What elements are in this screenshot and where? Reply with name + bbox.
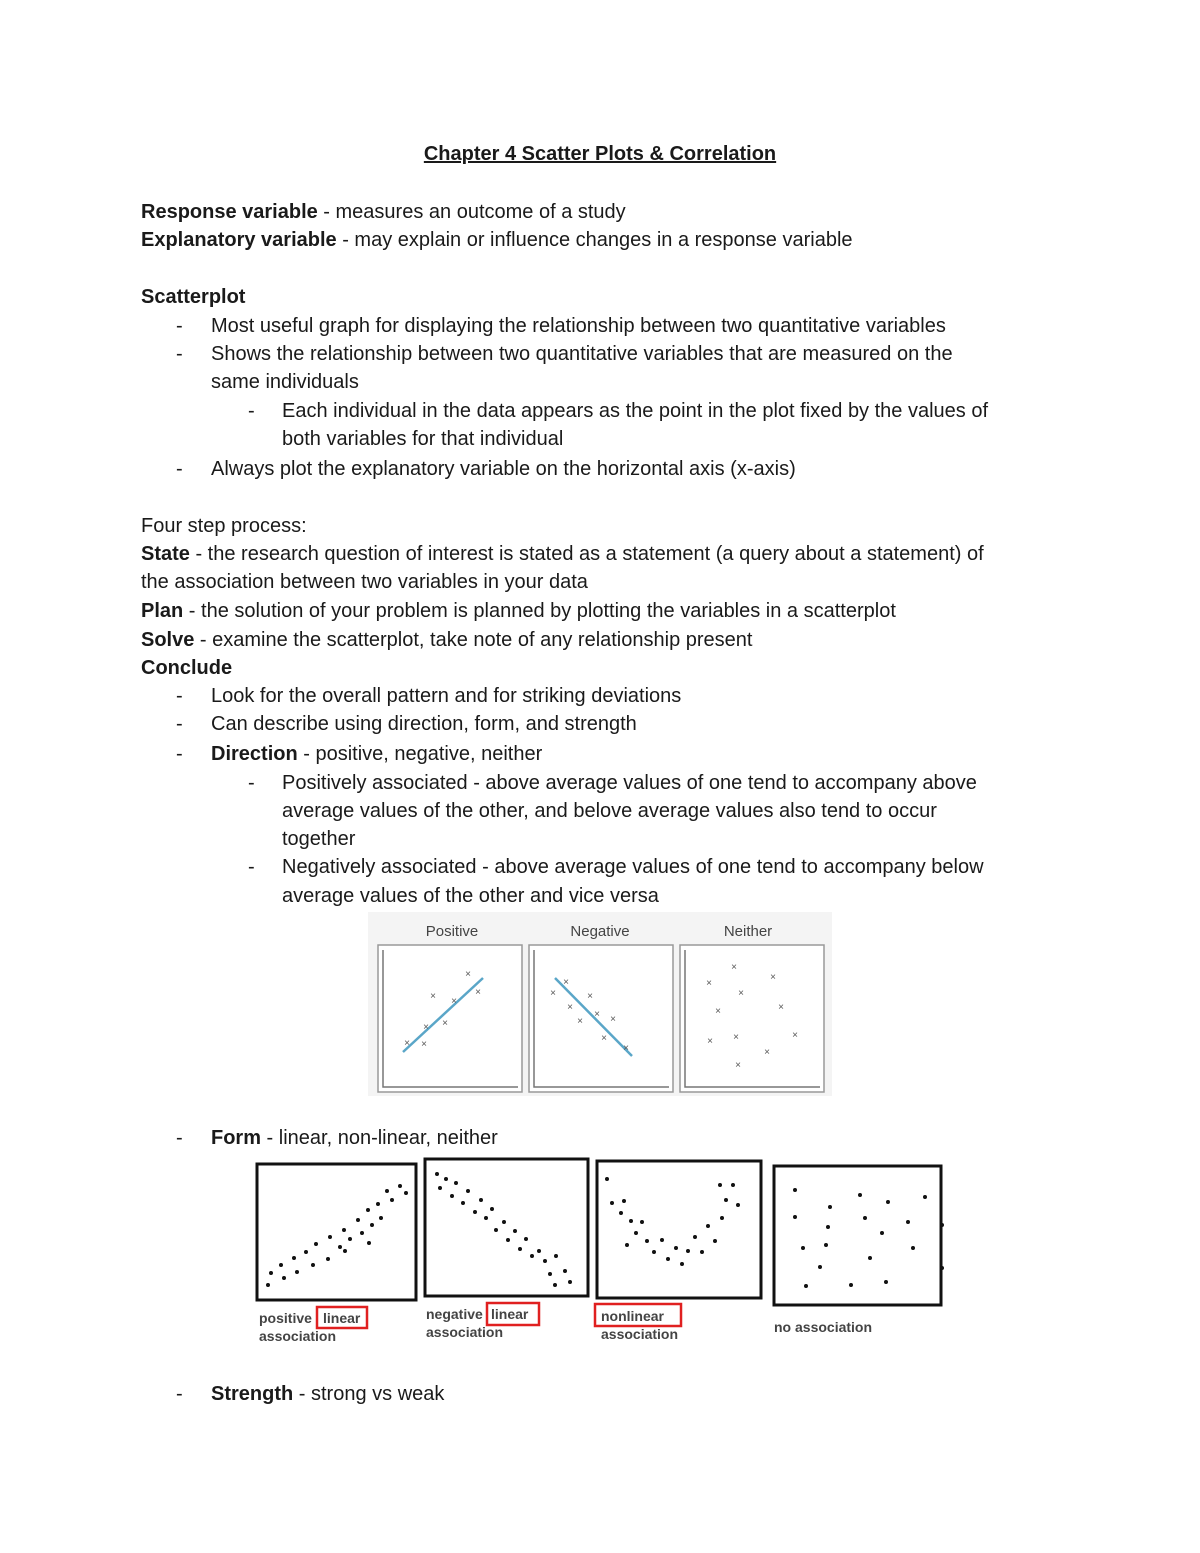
data-point <box>863 1216 867 1220</box>
data-point <box>826 1225 830 1229</box>
data-point <box>343 1249 347 1253</box>
data-point <box>379 1216 383 1220</box>
step-conclude: Conclude <box>141 657 233 679</box>
data-point <box>279 1263 283 1267</box>
form-bullet: Form - linear, non-linear, neither <box>211 1127 498 1149</box>
scatterplot-heading: Scatterplot <box>141 286 246 308</box>
data-point: × <box>733 1032 739 1043</box>
bullet-text: same individuals <box>211 371 359 393</box>
data-point <box>801 1246 805 1250</box>
data-point <box>736 1203 740 1207</box>
data-point: × <box>764 1047 770 1058</box>
sub-bullet-text: together <box>282 828 356 850</box>
positive-label: Positive <box>425 923 479 940</box>
sub-bullet-text: average values of the other, and belove average values also tend to occur <box>282 800 937 822</box>
data-point: × <box>475 987 481 998</box>
data-point: × <box>594 1009 600 1020</box>
bullet-dash: - <box>176 743 183 765</box>
data-point <box>370 1223 374 1227</box>
data-point <box>645 1239 649 1243</box>
data-point: × <box>601 1033 607 1044</box>
direction-figure <box>368 912 832 1096</box>
data-point <box>686 1249 690 1253</box>
data-point: × <box>577 1016 583 1027</box>
data-point <box>629 1219 633 1223</box>
data-point <box>720 1216 724 1220</box>
data-point: × <box>587 991 593 1002</box>
form-figure <box>250 1155 950 1350</box>
data-point: × <box>421 1039 427 1050</box>
bullet-text: Shows the relationship between two quantitative variables that are measured on the <box>211 343 953 365</box>
step-plan: Plan - the solution of your problem is planned by plotting the variables in a scatterplot <box>141 600 896 622</box>
data-point <box>923 1195 927 1199</box>
data-point: × <box>423 1022 429 1033</box>
data-point <box>502 1220 506 1224</box>
data-point: × <box>738 988 744 999</box>
data-point <box>605 1177 609 1181</box>
data-point <box>454 1181 458 1185</box>
data-point <box>438 1186 442 1190</box>
sub-bullet-text: average values of the other and vice versa <box>282 885 659 907</box>
strength-bullet: Strength - strong vs weak <box>211 1383 445 1405</box>
negative-label: Negative <box>570 923 630 940</box>
data-point <box>911 1246 915 1250</box>
bullet-dash: - <box>176 315 183 337</box>
neither-panel <box>680 945 824 1092</box>
data-point: × <box>706 978 712 989</box>
data-point <box>706 1224 710 1228</box>
data-point <box>490 1207 494 1211</box>
caption-positive: positive <box>259 1310 312 1326</box>
data-point <box>444 1177 448 1181</box>
data-point <box>625 1243 629 1247</box>
data-point: × <box>465 969 471 980</box>
process-intro: Four step process: <box>141 515 307 537</box>
sub-bullet-text: Each individual in the data appears as the point in the plot fixed by the values of <box>282 400 989 422</box>
data-point: × <box>731 962 737 973</box>
bullet-dash: - <box>248 772 255 794</box>
data-point <box>640 1220 644 1224</box>
data-point <box>818 1265 822 1269</box>
data-point <box>824 1243 828 1247</box>
bullet-dash: - <box>176 1127 183 1149</box>
definition-response: Response variable - measures an outcome of a study <box>141 201 626 223</box>
data-point <box>674 1246 678 1250</box>
step-solve: Solve - examine the scatterplot, take note of any relationship present <box>141 629 753 651</box>
data-point <box>494 1228 498 1232</box>
nonlinear-panel <box>597 1161 761 1298</box>
data-point <box>804 1284 808 1288</box>
data-point <box>666 1257 670 1261</box>
data-point <box>553 1283 557 1287</box>
data-point <box>473 1210 477 1214</box>
data-point <box>680 1262 684 1266</box>
data-point: × <box>404 1038 410 1049</box>
caption-association: association <box>259 1328 337 1344</box>
data-point <box>554 1254 558 1258</box>
data-point: × <box>735 1060 741 1071</box>
data-point <box>404 1191 408 1195</box>
data-point <box>530 1254 534 1258</box>
data-point <box>543 1259 547 1263</box>
data-point <box>563 1269 567 1273</box>
data-point <box>292 1256 296 1260</box>
data-point <box>376 1202 380 1206</box>
neither-label: Neither <box>723 923 773 940</box>
data-point <box>398 1184 402 1188</box>
data-point <box>282 1276 286 1280</box>
data-point <box>513 1229 517 1233</box>
data-point <box>537 1249 541 1253</box>
data-point <box>828 1205 832 1209</box>
data-point <box>367 1241 371 1245</box>
data-point <box>450 1194 454 1198</box>
data-point <box>435 1172 439 1176</box>
data-point <box>713 1239 717 1243</box>
data-point <box>366 1208 370 1212</box>
sub-bullet-text: both variables for that individual <box>282 428 564 450</box>
data-point <box>880 1231 884 1235</box>
data-point <box>342 1228 346 1232</box>
data-point <box>940 1223 944 1227</box>
data-point <box>849 1283 853 1287</box>
data-point <box>338 1245 342 1249</box>
data-point <box>461 1201 465 1205</box>
sub-bullet-text: Positively associated - above average values of one tend to accompany above <box>282 772 977 794</box>
data-point <box>304 1250 308 1254</box>
data-point <box>693 1235 697 1239</box>
data-point <box>390 1198 394 1202</box>
positive-panel <box>378 945 522 1092</box>
data-point <box>326 1257 330 1261</box>
data-point <box>906 1220 910 1224</box>
page-title: Chapter 4 Scatter Plots & Correlation <box>423 143 777 165</box>
data-point: × <box>550 988 556 999</box>
direction-bullet: Direction - positive, negative, neither <box>211 743 543 765</box>
step-state: State - the research question of interest is stated as a statement (a query about a statement) of <box>141 543 984 565</box>
data-point: × <box>770 972 776 983</box>
data-point: × <box>792 1030 798 1041</box>
data-point: × <box>563 977 569 988</box>
data-point <box>940 1266 944 1270</box>
caption-negative: negative <box>426 1306 483 1322</box>
data-point <box>622 1199 626 1203</box>
data-point <box>356 1218 360 1222</box>
data-point: × <box>567 1002 573 1013</box>
data-point <box>793 1188 797 1192</box>
data-point: × <box>430 991 436 1002</box>
data-point <box>793 1215 797 1219</box>
bullet-dash: - <box>176 713 183 735</box>
data-point <box>348 1237 352 1241</box>
data-point: × <box>715 1006 721 1017</box>
caption-nonlinear: nonlinear <box>601 1308 665 1324</box>
bullet-dash: - <box>176 458 183 480</box>
no-association-panel <box>774 1166 941 1305</box>
negative-panel <box>529 945 673 1092</box>
data-point <box>568 1280 572 1284</box>
step-state-cont: the association between two variables in your data <box>141 571 588 593</box>
caption-linear: linear <box>323 1310 361 1326</box>
data-point <box>652 1250 656 1254</box>
definition-explanatory: Explanatory variable - may explain or influence changes in a response variable <box>141 229 853 251</box>
data-point <box>718 1183 722 1187</box>
data-point <box>731 1183 735 1187</box>
data-point <box>266 1283 270 1287</box>
data-point <box>385 1189 389 1193</box>
data-point: × <box>451 996 457 1007</box>
data-point <box>858 1193 862 1197</box>
caption-association: association <box>426 1324 504 1340</box>
caption-linear: linear <box>491 1306 529 1322</box>
negative-linear-panel <box>425 1159 588 1296</box>
bullet-dash: - <box>248 856 255 878</box>
data-point <box>610 1201 614 1205</box>
sub-bullet-text: Negatively associated - above average values of one tend to accompany below <box>282 856 984 878</box>
data-point <box>619 1211 623 1215</box>
bullet-dash: - <box>176 1383 183 1405</box>
data-point <box>886 1200 890 1204</box>
caption-no-association: no association <box>774 1319 873 1335</box>
data-point <box>311 1263 315 1267</box>
bullet-text: Can describe using direction, form, and strength <box>211 713 637 735</box>
data-point <box>506 1238 510 1242</box>
data-point <box>700 1250 704 1254</box>
data-point: × <box>778 1002 784 1013</box>
data-point: × <box>707 1036 713 1047</box>
bullet-dash: - <box>176 343 183 365</box>
data-point <box>360 1231 364 1235</box>
data-point <box>724 1198 728 1202</box>
caption-association: association <box>601 1326 679 1342</box>
data-point <box>660 1238 664 1242</box>
bullet-text: Look for the overall pattern and for striking deviations <box>211 685 682 707</box>
data-point: × <box>610 1014 616 1025</box>
positive-linear-panel <box>257 1164 416 1300</box>
data-point <box>328 1235 332 1239</box>
data-point <box>269 1271 273 1275</box>
data-point <box>479 1198 483 1202</box>
bullet-text: Most useful graph for displaying the relationship between two quantitative variables <box>211 315 946 337</box>
bullet-dash: - <box>248 400 255 422</box>
data-point: × <box>442 1018 448 1029</box>
bullet-dash: - <box>176 685 183 707</box>
data-point <box>295 1270 299 1274</box>
data-point <box>484 1216 488 1220</box>
data-point <box>524 1237 528 1241</box>
data-point <box>868 1256 872 1260</box>
bullet-text: Always plot the explanatory variable on the horizontal axis (x-axis) <box>211 458 796 480</box>
data-point <box>518 1247 522 1251</box>
data-point <box>314 1242 318 1246</box>
data-point <box>634 1231 638 1235</box>
data-point <box>548 1272 552 1276</box>
data-point: × <box>623 1043 629 1054</box>
data-point <box>884 1280 888 1284</box>
data-point <box>466 1189 470 1193</box>
